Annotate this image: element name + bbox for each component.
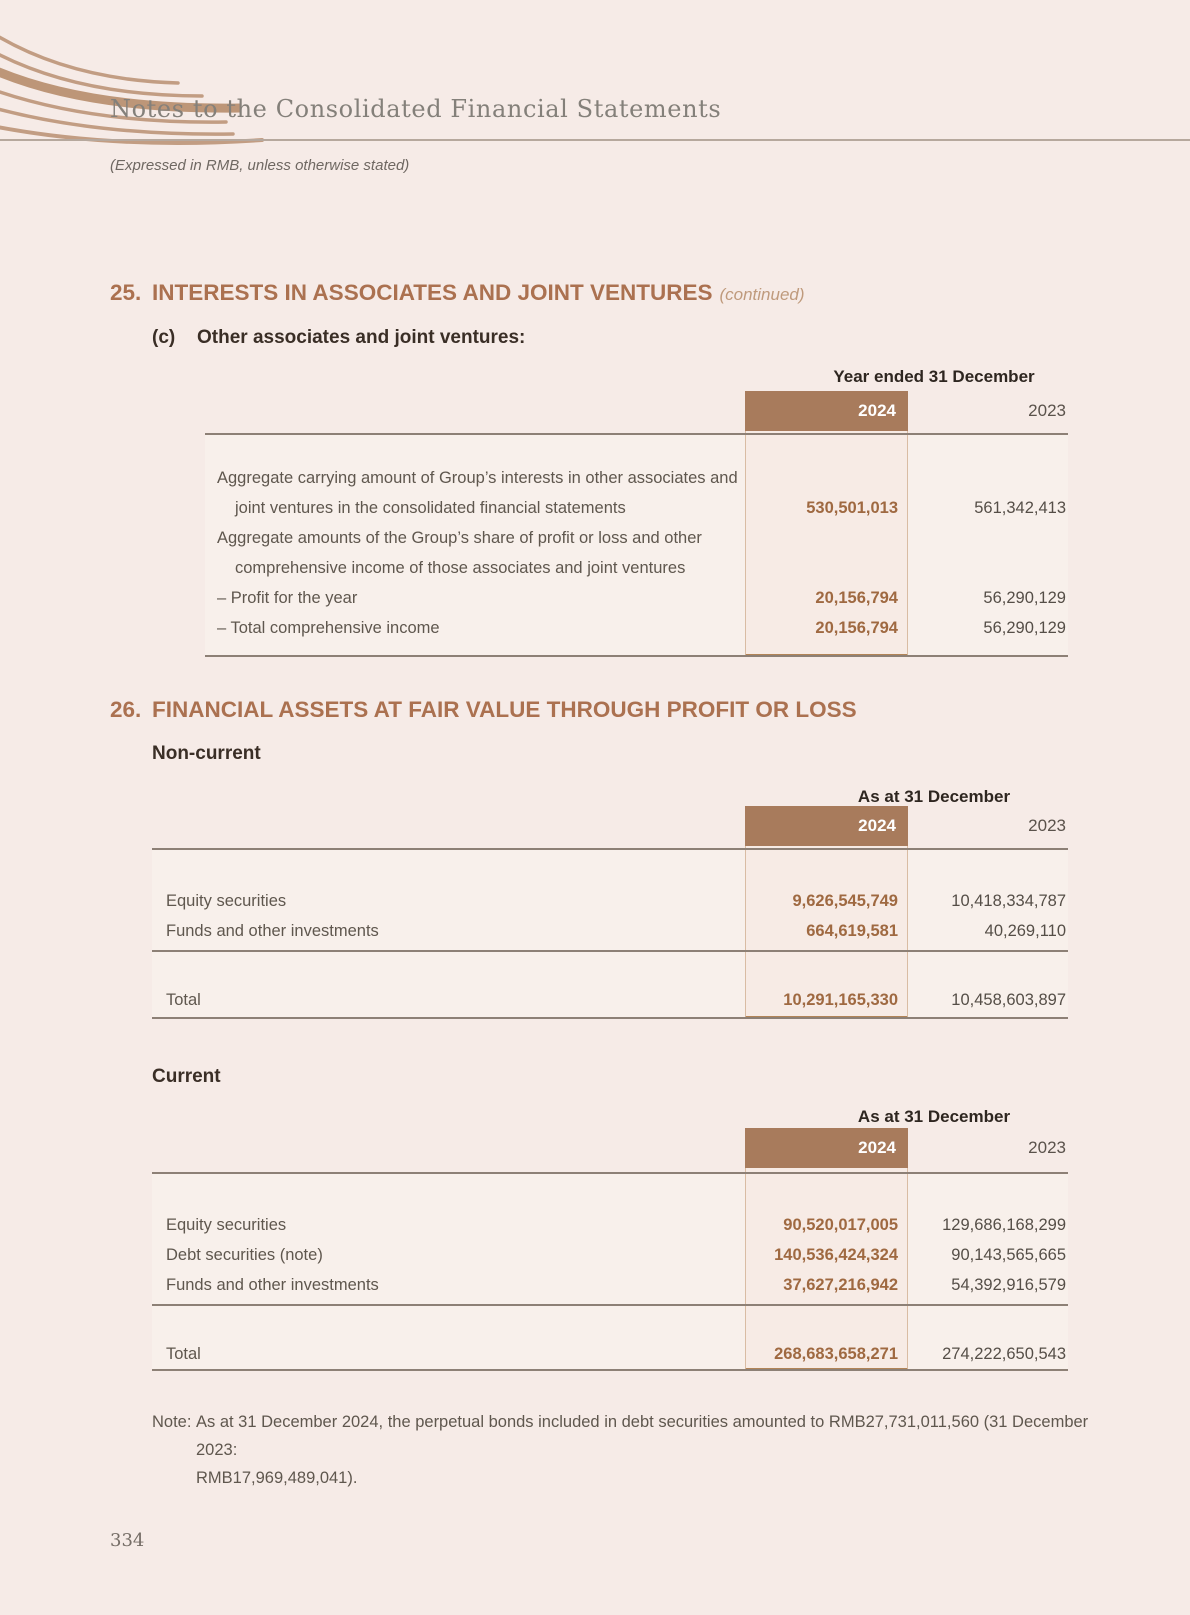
value-2023: 54,392,916,579 (951, 1276, 1066, 1294)
row-label: Aggregate amounts of the Group’s share of profit or loss and other (217, 529, 702, 547)
row-label: Equity securities (166, 1216, 287, 1234)
total-value-2024: 268,683,658,271 (774, 1345, 898, 1363)
section-25-title: INTERESTS IN ASSOCIATES AND JOINT VENTURES (152, 280, 713, 305)
total-row (152, 1339, 1068, 1369)
year-2024-header: 2024 (745, 391, 908, 431)
total-value-2024: 10,291,165,330 (783, 991, 898, 1009)
footnote-label: Note: (152, 1413, 192, 1431)
year-2024-header: 2024 (745, 806, 908, 846)
value-2023: 10,418,334,787 (951, 892, 1066, 910)
table-rule-top (152, 1172, 1068, 1174)
value-2023: 56,290,129 (983, 589, 1066, 607)
subsection-c-label: (c) (152, 327, 176, 348)
current-heading: Current (152, 1066, 221, 1087)
value-2024: 140,536,424,324 (774, 1246, 898, 1264)
table-body (152, 1210, 1068, 1300)
table-row (152, 916, 1068, 946)
section-26-heading (110, 697, 857, 723)
total-label: Total (166, 1345, 201, 1363)
value-2023: 56,290,129 (983, 619, 1066, 637)
row-label: Equity securities (166, 892, 287, 910)
current-assets-table (152, 1106, 1068, 1371)
page-subtitle: (Expressed in RMB, unless otherwise stated) (110, 157, 410, 174)
table-row (205, 583, 1068, 613)
page-title: Notes to the Consolidated Financial Statements (110, 95, 722, 123)
section-25-heading (110, 280, 805, 308)
value-2024: 20,156,794 (815, 619, 898, 637)
table-rule-middle (152, 950, 1068, 952)
year-2023-header: 2023 (1028, 401, 1066, 420)
associates-summary-table (205, 366, 1068, 657)
period-header: Year ended 31 December (833, 367, 1035, 386)
footnote-text (196, 1408, 1102, 1492)
total-row (152, 985, 1068, 1015)
period-header: As at 31 December (857, 787, 1011, 806)
row-label: – Profit for the year (217, 589, 358, 607)
section-25-continued: (continued) (719, 285, 805, 304)
table-body (205, 463, 1068, 643)
table-row (152, 1240, 1068, 1270)
year-2023-header: 2023 (1028, 816, 1066, 835)
table-rule-top (205, 433, 1068, 435)
table-row (152, 886, 1068, 916)
row-label: Aggregate carrying amount of Group’s interests in other associates and (217, 469, 738, 487)
value-2024: 530,501,013 (806, 499, 898, 517)
row-label: Funds and other investments (166, 922, 379, 940)
page-number: 334 (110, 1530, 145, 1551)
subsection-c-title: Other associates and joint ventures: (197, 327, 526, 348)
row-label: Debt securities (note) (166, 1246, 323, 1264)
table-row (152, 1270, 1068, 1300)
table-row (205, 493, 1068, 523)
table-rule-top (152, 848, 1068, 850)
period-header: As at 31 December (857, 1107, 1011, 1126)
row-label: Funds and other investments (166, 1276, 379, 1294)
table-rule-bottom (152, 1369, 1068, 1371)
footnote (152, 1408, 1102, 1492)
table-body (152, 886, 1068, 946)
table-row (205, 553, 1068, 583)
table-row (205, 613, 1068, 643)
value-2023: 129,686,168,299 (942, 1216, 1066, 1234)
table-row (205, 463, 1068, 493)
section-25-number: 25. (110, 280, 142, 305)
value-2024: 90,520,017,005 (783, 1216, 898, 1234)
row-label: joint ventures in the consolidated financial statements (235, 499, 626, 517)
subsection-c-heading (152, 326, 525, 350)
total-value-2023: 10,458,603,897 (951, 991, 1066, 1009)
value-2023: 40,269,110 (984, 922, 1066, 940)
section-26-number: 26. (110, 697, 142, 722)
year-2023-header: 2023 (1028, 1138, 1066, 1157)
footnote-line: RMB17,969,489,041). (196, 1469, 358, 1487)
value-2024: 37,627,216,942 (783, 1276, 898, 1294)
total-label: Total (166, 991, 201, 1009)
year-2024-header: 2024 (745, 1128, 908, 1168)
table-row (152, 1210, 1068, 1240)
swoosh-decoration (0, 28, 290, 153)
value-2024: 20,156,794 (815, 589, 898, 607)
value-2024: 664,619,581 (806, 922, 898, 940)
value-2024: 9,626,545,749 (792, 892, 898, 910)
section-26-title: FINANCIAL ASSETS AT FAIR VALUE THROUGH PROFIT OR LOSS (152, 697, 857, 722)
value-2023: 90,143,565,665 (951, 1246, 1066, 1264)
table-row (205, 523, 1068, 553)
row-label: comprehensive income of those associates and joint ventures (235, 559, 686, 577)
noncurrent-heading: Non-current (152, 743, 261, 764)
table-rule-middle (152, 1304, 1068, 1306)
value-2023: 561,342,413 (974, 499, 1066, 517)
table-rule-bottom (152, 1017, 1068, 1019)
row-label: – Total comprehensive income (217, 619, 440, 637)
total-value-2023: 274,222,650,543 (942, 1345, 1066, 1363)
footnote-line: As at 31 December 2024, the perpetual bonds included in debt securities amounted to RMB27,731,011,560 (31 December 2023: (196, 1413, 1089, 1459)
noncurrent-assets-table (152, 786, 1068, 1019)
header-divider (0, 139, 1190, 141)
table-rule-bottom (205, 655, 1068, 657)
